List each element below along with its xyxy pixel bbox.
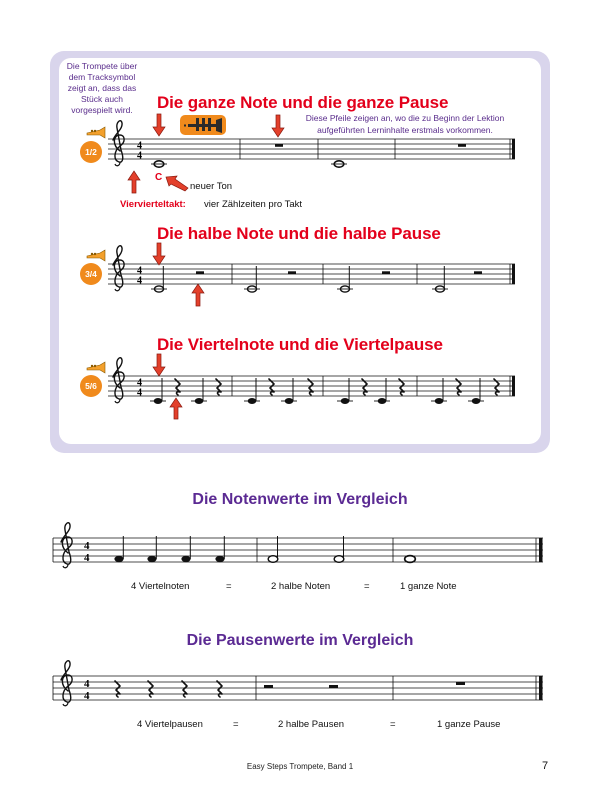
rests-compare-whole: 1 ganze Pause xyxy=(437,719,501,730)
rests-compare-quarters: 4 Viertelpausen xyxy=(137,719,203,730)
svg-text:4: 4 xyxy=(137,275,142,287)
rests-comparison-title: Die Pausenwerte im Vergleich xyxy=(186,632,414,649)
whole-rest xyxy=(275,144,283,147)
rests-compare-eq1: = xyxy=(233,719,239,730)
track-badge-1[interactable]: 1/2 xyxy=(80,141,102,163)
new-note-label: neuer Ton xyxy=(190,181,233,192)
lesson-title-1: Die ganze Note und die ganze Pause xyxy=(157,93,449,112)
lesson-title-2: Die halbe Note und die halbe Pause xyxy=(157,224,441,243)
svg-text:4: 4 xyxy=(84,690,90,702)
svg-text:4: 4 xyxy=(84,678,90,690)
meter-text: vier Zählzeiten pro Takt xyxy=(204,199,303,210)
track-badge-2[interactable]: 3/4 xyxy=(80,263,102,285)
rests-compare-halves: 2 halbe Pausen xyxy=(278,719,345,730)
svg-text:4: 4 xyxy=(137,265,142,277)
play-along-icon xyxy=(180,115,226,135)
time-sig-top: 4 xyxy=(137,140,142,152)
notes-comparison-staff xyxy=(53,523,543,568)
whole-note xyxy=(405,556,416,563)
svg-text:4: 4 xyxy=(84,540,90,552)
footer-title: Easy Steps Trompete, Band 1 xyxy=(246,762,354,771)
rests-comparison-staff xyxy=(53,661,543,706)
notes-compare-quarters: 4 Viertelnoten xyxy=(131,581,190,592)
time-sig-bottom: 4 xyxy=(137,150,142,162)
trumpet-icon xyxy=(87,127,105,373)
rests-compare-eq2: = xyxy=(390,719,396,730)
track-badge-3[interactable]: 5/6 xyxy=(80,375,102,397)
trumpet-hint: Die Trompete über dem Tracksymbol zeigt an, dass das Stück auch vorgespielt wird. xyxy=(66,61,138,115)
quarter-rests xyxy=(115,681,222,697)
notes-comparison-title: Die Notenwerte im Vergleich xyxy=(192,491,408,508)
half-notes xyxy=(268,536,344,562)
svg-text:4: 4 xyxy=(137,387,142,399)
notes-compare-eq2: = xyxy=(364,581,370,592)
notes-compare-halves: 2 halbe Noten xyxy=(271,581,331,592)
notes-compare-eq1: = xyxy=(226,581,232,592)
staff-lesson-1 xyxy=(108,121,515,167)
whole-rest xyxy=(458,144,466,147)
new-note-letter: C xyxy=(155,172,163,183)
lesson-title-3: Die Viertelnote und die Viertelpause xyxy=(157,335,443,354)
notes-compare-whole: 1 ganze Note xyxy=(400,581,457,592)
arrow-icon xyxy=(128,114,284,419)
arrow-hint: Diese Pfeile zeigen an, wo die zu Beginn der Lektion aufgeführten Lerninhalte erstmals vorkommen. xyxy=(305,113,505,135)
svg-text:4: 4 xyxy=(137,377,142,389)
svg-text:4: 4 xyxy=(84,552,90,564)
half-rests xyxy=(264,685,338,688)
staff-lesson-3 xyxy=(108,358,515,404)
quarter-notes xyxy=(114,536,224,562)
whole-rest xyxy=(456,682,465,685)
page-number: 7 xyxy=(542,760,549,772)
staff-lesson-2 xyxy=(108,246,515,292)
meter-term: Viervierteltakt: xyxy=(120,199,186,210)
